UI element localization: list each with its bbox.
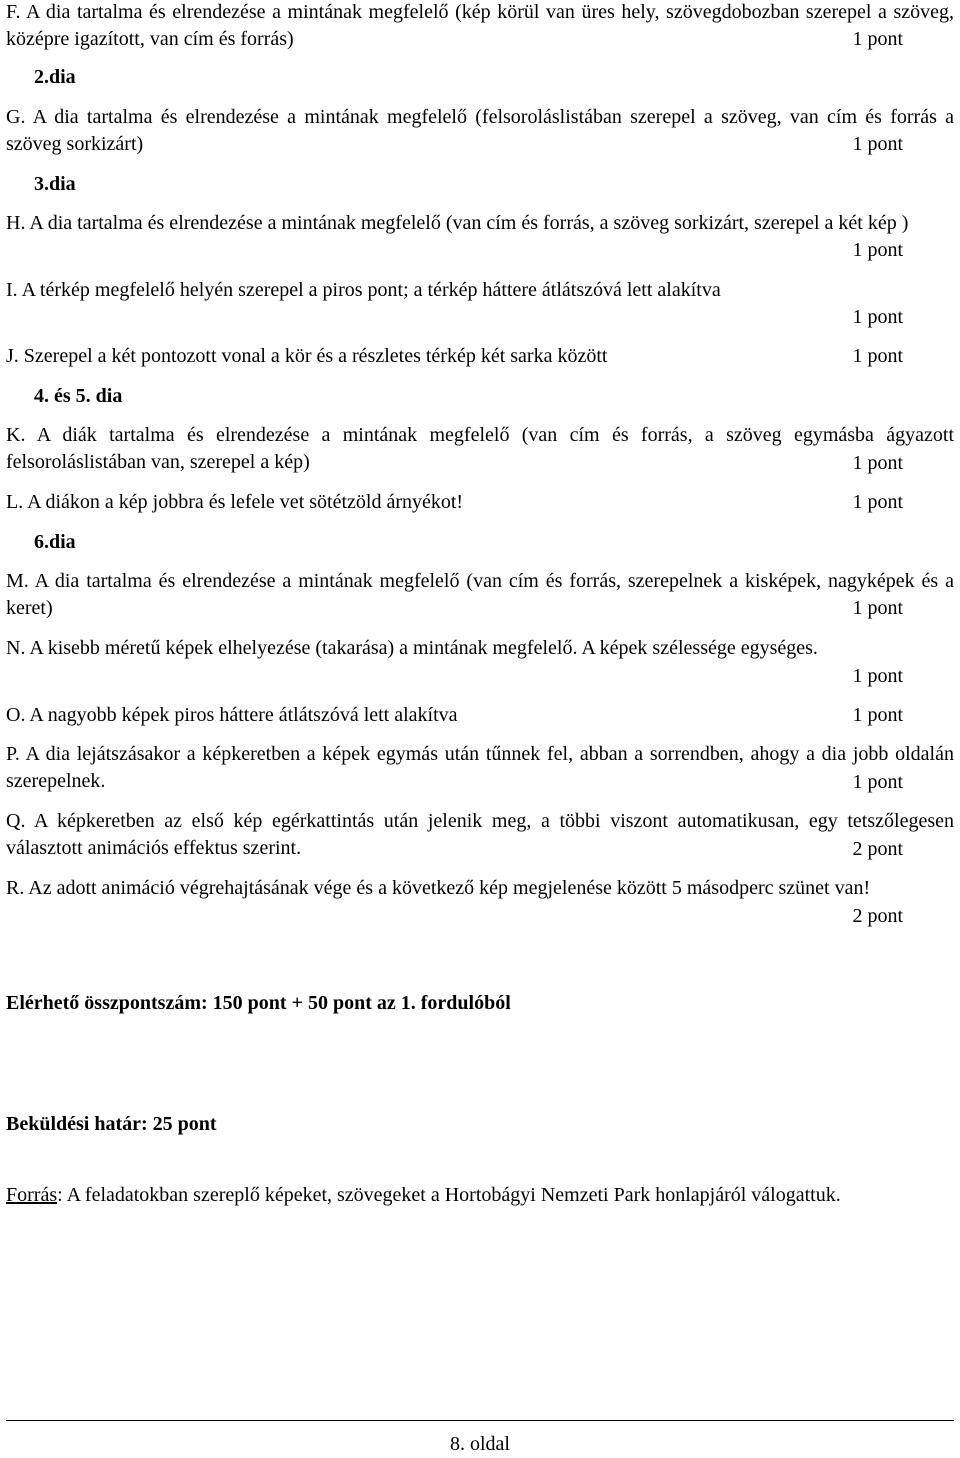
- source-text: : A feladatokban szereplő képeket, szövegeket a Hortobágyi Nemzeti Park honlapjáról válogattuk.: [57, 1184, 841, 1206]
- criterion-i-points: 1 pont: [852, 306, 903, 328]
- criterion-text: A diák tartalma és elrendezése a mintának megfelelő (van cím és forrás, a szöveg egymásba ágyazott felsoroláslistában van, szerepel a kép): [6, 424, 954, 473]
- total-points: Elérhető összpontszám: 150 pont + 50 pont az 1. fordulóból: [6, 992, 511, 1014]
- criterion-text: A képkeretben az első kép egérkattintás után jelenik meg, a többi viszont automatikusan, egy tetszőlegesen választott animációs effektus szerint.: [6, 810, 954, 859]
- criterion-text: A kisebb méretű képek elhelyezése (takarása) a mintának megfelelő. A képek szélessége egységes.: [29, 637, 818, 659]
- criterion-text: A nagyobb képek piros háttere átlátszóvá lett alakítva: [29, 704, 458, 726]
- criterion-letter: L.: [6, 491, 24, 513]
- criterion-q-points: 2 pont: [852, 838, 903, 860]
- slide-heading-4-5: 4. és 5. dia: [34, 385, 123, 407]
- criterion-o: [6, 702, 806, 729]
- criterion-n: [6, 635, 886, 662]
- slide-heading-6: 6.dia: [34, 531, 76, 553]
- criterion-f-points: 1 pont: [852, 28, 903, 50]
- criterion-l: [6, 489, 806, 516]
- criterion-i: [6, 277, 954, 304]
- criterion-text: A dia lejátszásakor a képkeretben a képek egymás után tűnnek fel, abban a sorrendben, ahogy a dia jobb oldalán szerepelnek.: [6, 743, 954, 792]
- page-number: 8. oldal: [450, 1433, 510, 1455]
- criterion-letter: O.: [6, 704, 26, 726]
- criterion-j-points: 1 pont: [852, 345, 903, 367]
- criterion-text: A dia tartalma és elrendezése a mintának megfelelő (kép körül van üres hely, szövegdobozban szerepel a szöveg, középre igazított, van cím és forrás): [6, 1, 954, 50]
- criterion-letter: N.: [6, 637, 26, 659]
- criterion-letter: F.: [6, 1, 21, 23]
- criterion-q: [6, 808, 954, 862]
- criterion-p: [6, 741, 954, 795]
- criterion-text: A dia tartalma és elrendezése a mintának megfelelő (van cím és forrás, a szöveg sorkizárt, szerepel a két kép ): [29, 212, 909, 234]
- criterion-letter: R.: [6, 877, 25, 899]
- criterion-l-points: 1 pont: [852, 491, 903, 513]
- submission-threshold: Beküldési határ: 25 pont: [6, 1113, 217, 1135]
- criterion-r: [6, 875, 954, 902]
- criterion-letter: G.: [6, 106, 26, 128]
- criterion-letter: I.: [6, 279, 18, 301]
- criterion-r-points: 2 pont: [852, 905, 903, 927]
- criterion-n-points: 1 pont: [852, 665, 903, 687]
- criterion-text: Az adott animáció végrehajtásának vége és a következő kép megjelenése között 5 másodperc szünet van!: [28, 877, 871, 899]
- criterion-letter: H.: [6, 212, 26, 234]
- criterion-g: [6, 104, 954, 158]
- criterion-j: [6, 343, 806, 370]
- criterion-p-points: 1 pont: [852, 771, 903, 793]
- slide-heading-3: 3.dia: [34, 173, 76, 195]
- criterion-text: A dia tartalma és elrendezése a mintának megfelelő (van cím és forrás, szerepelnek a kisképek, nagyképek és a keret): [6, 570, 954, 619]
- criterion-letter: M.: [6, 570, 29, 592]
- criterion-text: A dia tartalma és elrendezése a mintának megfelelő (felsoroláslistában szerepel a szöveg, van cím és forrás a szöveg sorkizárt): [6, 106, 954, 155]
- criterion-k: [6, 422, 954, 476]
- criterion-h: [6, 210, 954, 237]
- criterion-m: [6, 568, 954, 622]
- criterion-text: Szerepel a két pontozott vonal a kör és a részletes térkép két sarka között: [23, 345, 608, 367]
- criterion-g-points: 1 pont: [852, 133, 903, 155]
- criterion-text: A térkép megfelelő helyén szerepel a piros pont; a térkép háttere átlátszóvá lett alakítva: [21, 279, 721, 301]
- criterion-m-points: 1 pont: [852, 597, 903, 619]
- slide-heading-2: 2.dia: [34, 66, 76, 88]
- footer-divider: [6, 1420, 954, 1421]
- criterion-o-points: 1 pont: [852, 704, 903, 726]
- criterion-f: [6, 0, 954, 53]
- criterion-letter: P.: [6, 743, 20, 765]
- criterion-letter: J.: [6, 345, 19, 367]
- criterion-text: A diákon a kép jobbra és lefele vet sötétzöld árnyékot!: [27, 491, 464, 513]
- criterion-k-points: 1 pont: [852, 452, 903, 474]
- criterion-letter: K.: [6, 424, 26, 446]
- criterion-letter: Q.: [6, 810, 26, 832]
- criterion-h-points: 1 pont: [852, 239, 903, 261]
- source-note: [6, 1182, 954, 1209]
- source-label: Forrás: [6, 1184, 58, 1206]
